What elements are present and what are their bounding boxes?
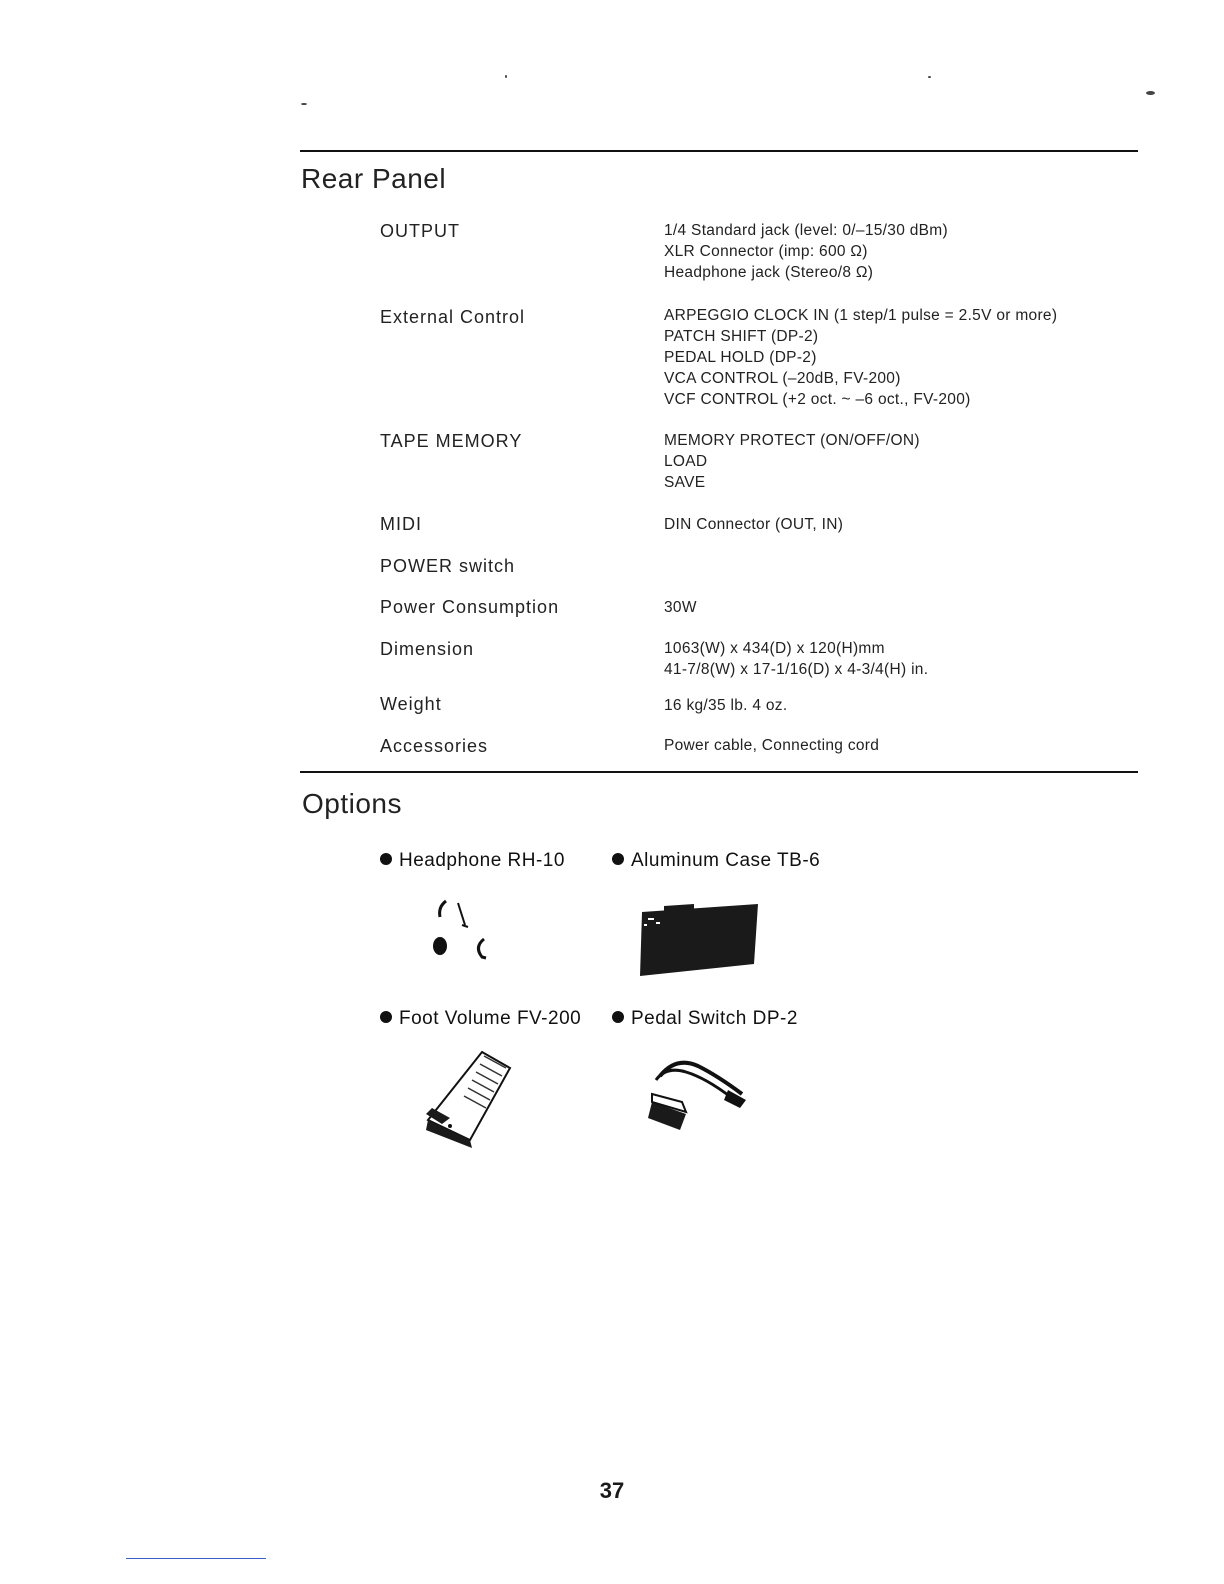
option-label-pedal-switch [612, 1008, 798, 1030]
spec-value-line: ARPEGGIO CLOCK IN (1 step/1 pulse = 2.5V or more) [664, 307, 1058, 324]
spec-value [664, 597, 697, 618]
scan-speck [1146, 91, 1155, 95]
spec-value-line: Power cable, Connecting cord [664, 737, 880, 754]
scan-speck [928, 76, 931, 78]
spec-label: Accessories [380, 736, 489, 756]
option-text: Foot Volume FV-200 [399, 1008, 582, 1029]
spec-value-line: 1/4 Standard jack (level: 0/–15/30 dBm) [664, 222, 948, 239]
option-text: Pedal Switch DP-2 [631, 1008, 798, 1029]
spec-label: MIDI [380, 514, 422, 534]
bottom-rule [126, 1558, 266, 1559]
spec-value-line: PEDAL HOLD (DP-2) [664, 349, 817, 366]
bullet-icon [612, 853, 624, 865]
bullet-icon [380, 1011, 392, 1023]
spec-value-line: VCA CONTROL (–20dB, FV-200) [664, 370, 901, 387]
spec-label: POWER switch [380, 556, 516, 576]
spec-label: TAPE MEMORY [380, 431, 523, 451]
spec-value [664, 695, 787, 716]
bullet-icon [612, 1011, 624, 1023]
foot-pedal-icon [420, 1048, 520, 1150]
options-title: Options [302, 788, 402, 819]
rear-panel-title: Rear Panel [301, 163, 447, 194]
option-label-headphone [380, 850, 565, 872]
spec-value-line: DIN Connector (OUT, IN) [664, 516, 844, 533]
scan-speck [301, 103, 307, 105]
spec-value-line: XLR Connector (imp: 600 Ω) [664, 243, 868, 260]
option-label-case [612, 850, 820, 872]
case-icon [634, 898, 764, 980]
spec-label: Power Consumption [380, 597, 560, 617]
option-label-foot-volume [380, 1008, 581, 1030]
spec-value-line: 16 kg/35 lb. 4 oz. [664, 697, 788, 714]
spec-value-line: MEMORY PROTECT (ON/OFF/ON) [664, 432, 920, 449]
section-rule-options [300, 771, 1138, 773]
bullet-icon [380, 853, 392, 865]
spec-label: OUTPUT [380, 221, 460, 241]
spec-value [664, 430, 920, 493]
spec-label: Dimension [380, 639, 475, 659]
spec-value-line: Headphone jack (Stereo/8 Ω) [664, 264, 874, 281]
spec-value-line: VCF CONTROL (+2 oct. ~ –6 oct., FV-200) [664, 391, 971, 408]
option-text: Headphone RH-10 [399, 850, 565, 871]
page-number: 37 [599, 1478, 625, 1503]
spec-value-line: 1063(W) x 434(D) x 120(H)mm [664, 640, 885, 657]
scan-speck [505, 75, 507, 78]
spec-value [664, 638, 928, 680]
spec-value-line: SAVE [664, 474, 706, 491]
spec-value-line: LOAD [664, 453, 708, 470]
spec-value [664, 514, 843, 535]
spec-value-line: 41-7/8(W) x 17-1/16(D) x 4-3/4(H) in. [664, 661, 929, 678]
headphone-icon [420, 895, 500, 975]
option-text: Aluminum Case TB-6 [631, 850, 821, 871]
spec-label: Weight [380, 694, 442, 714]
spec-value [664, 220, 948, 283]
spec-value-line: PATCH SHIFT (DP-2) [664, 328, 819, 345]
section-rule-top [300, 150, 1138, 152]
spec-value [664, 735, 879, 756]
pedal-switch-icon [646, 1050, 756, 1142]
spec-label: External Control [380, 307, 526, 327]
spec-value-line: 30W [664, 599, 697, 616]
spec-value [664, 305, 1057, 410]
